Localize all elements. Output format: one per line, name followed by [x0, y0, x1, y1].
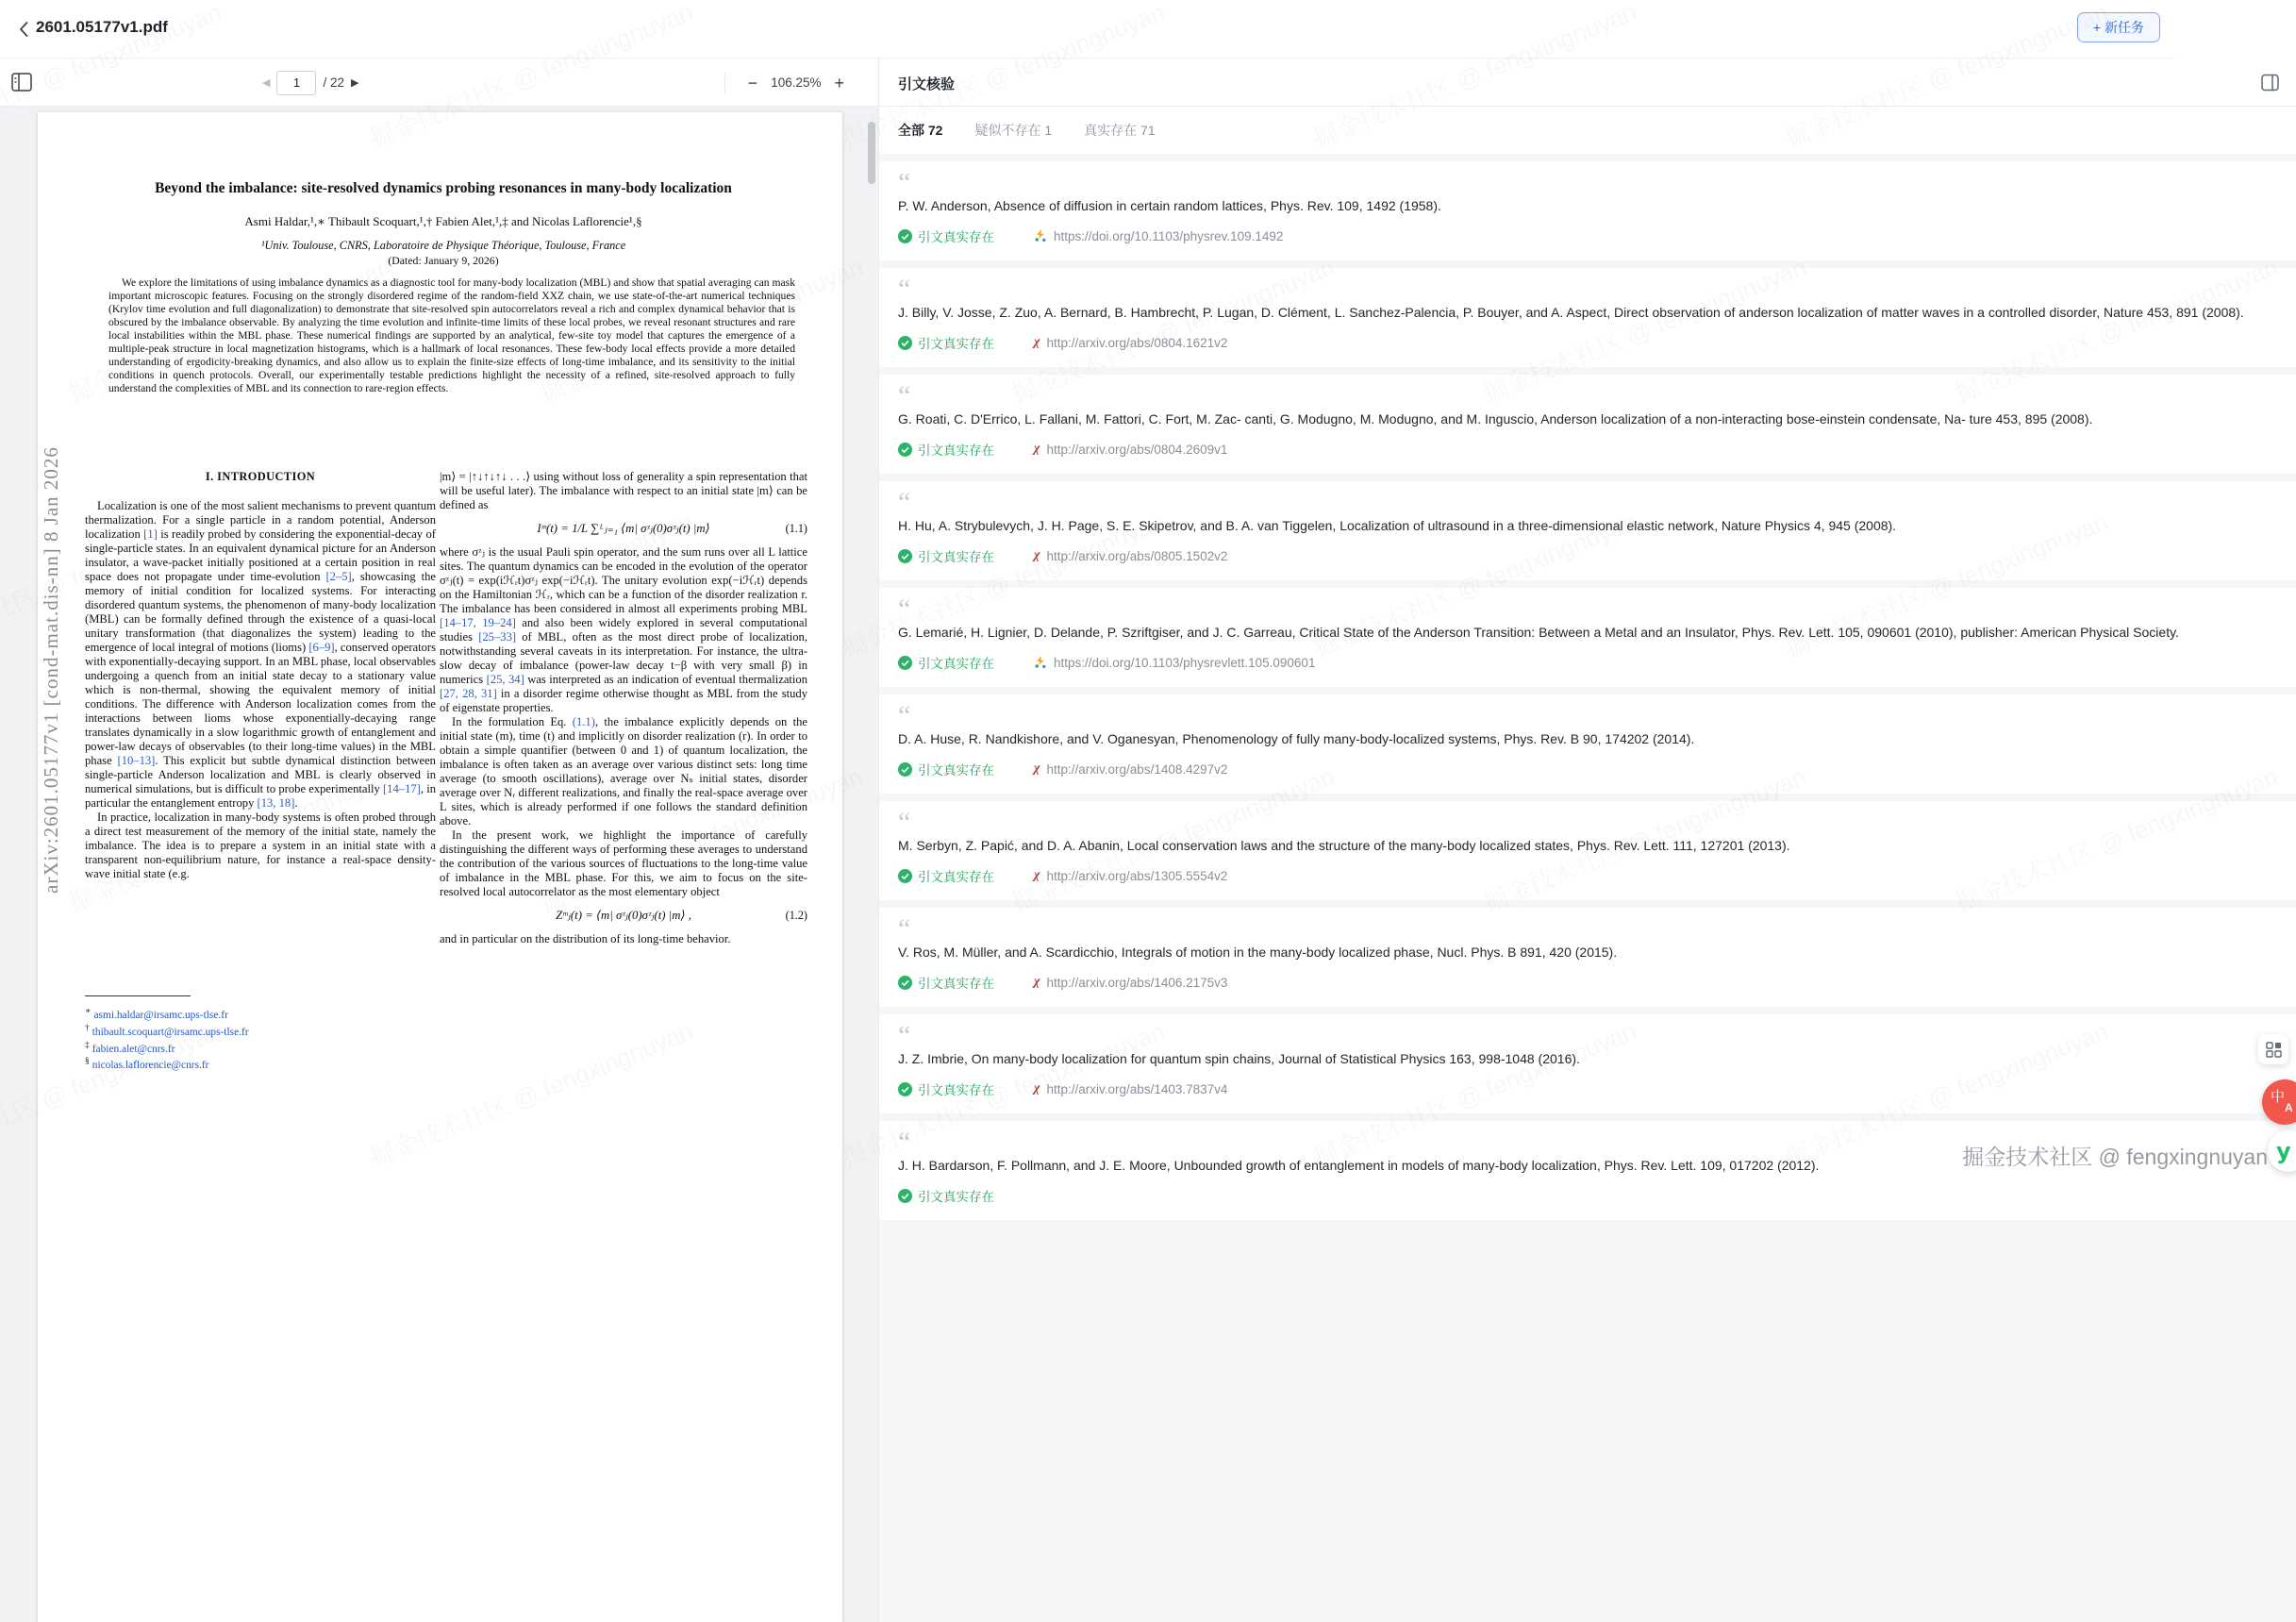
arxiv-link-icon: χ — [1034, 548, 1040, 562]
panel-layout-icon[interactable] — [2261, 74, 2279, 92]
tab-suspect-missing[interactable]: 疑似不存在 1 — [974, 123, 1053, 138]
quote-icon: “ — [898, 274, 909, 305]
quote-icon: “ — [898, 594, 909, 625]
footnote-symbol: ‡ — [85, 1040, 90, 1050]
status-group — [898, 546, 994, 565]
quote-icon: “ — [898, 1020, 909, 1051]
status-group — [898, 866, 994, 885]
translate-zh-glyph: 中 — [2271, 1089, 2286, 1105]
citation-link[interactable]: http://arxiv.org/abs/1408.4297v2 — [1046, 761, 1228, 777]
citation-link[interactable]: http://arxiv.org/abs/0804.1621v2 — [1046, 335, 1228, 350]
footnote-email[interactable] — [85, 1005, 396, 1022]
link-group — [1034, 229, 1283, 243]
paper-abstract: We explore the limitations of using imbalance dynamics as a diagnostic tool for many-body localization (MBL) and show that spatial averaging can mask important microscopic features. Focusing on the strongly disordered regime of the random-field XXZ chain, we use state-of-the-art numerical techniques (Krylov time evolution and full diagonalization) to demonstrate that site-resolved spin autocorrelators reveal a rich and complex dynamical behavior that is obscured by the imbalance observable. By analyzing the time evolution and infinite-time limits of these local probes, we reveal resonant structures and rare local instabilities within the MBL phase. These numerical findings are supported by an analytical, few-site toy model that captures the emergence of a multiple-peak structure in local magnetization histograms, which is a hallmark of local resonances. These few-body local effects provide a more detailed understanding of ergodicity-breaking dynamics, and also allow us to explain the finite-size effects of long-time imbalance, and its sensitivity to the initial conditions in quench protocols. Overall, our experimentally testable predictions highlight the necessity of a refined, site-resolved approach to fully understand the complexities of MBL and its connection to rare-region effects. — [108, 276, 795, 394]
citation-card — [879, 1121, 2296, 1220]
pdf-left-column — [85, 470, 436, 881]
footnote-block — [85, 995, 396, 1072]
link-group — [1034, 656, 1315, 670]
check-circle-icon — [898, 1082, 912, 1096]
watermark: 掘金技术社区 @ fengxingnuyan — [1962, 1145, 2268, 1169]
citation-status-row — [898, 760, 2277, 778]
doi-link-icon — [1034, 656, 1047, 669]
citation-panel — [878, 59, 2296, 1622]
quote-icon: “ — [898, 167, 909, 198]
citation-status-row — [898, 440, 2277, 459]
citation-link[interactable]: http://arxiv.org/abs/1406.2175v3 — [1046, 975, 1228, 990]
footnote-email[interactable] — [85, 1022, 396, 1039]
status-group — [898, 440, 994, 459]
citation-panel-title: 引文核验 — [898, 76, 956, 92]
citation-status-label: 引文真实存在 — [918, 870, 994, 884]
document-title: 2601.05177v1.pdf — [36, 18, 168, 36]
arxiv-link-icon: χ — [1034, 335, 1040, 349]
citation-status-row — [898, 226, 2277, 245]
card-view-floating-button[interactable] — [2258, 1034, 2288, 1064]
equation-1-2 — [440, 909, 807, 923]
citation-status-label: 引文真实存在 — [918, 1190, 994, 1204]
citation-link[interactable]: https://doi.org/10.1103/physrev.109.1492 — [1054, 228, 1284, 243]
citation-status-row — [898, 866, 2277, 885]
check-circle-icon — [898, 549, 912, 563]
doi-link-icon — [1034, 229, 1047, 242]
translate-a-glyph: A — [2285, 1101, 2293, 1114]
check-circle-icon — [898, 762, 912, 777]
citation-link[interactable]: http://arxiv.org/abs/1305.5554v2 — [1046, 868, 1228, 883]
footnote-email-text: nicolas.laflorencie@cnrs.fr — [92, 1060, 209, 1072]
citation-card — [879, 694, 2296, 794]
arxiv-link-icon: χ — [1034, 442, 1040, 456]
paper-affiliation: ¹Univ. Toulouse, CNRS, Laboratoire de Physique Théorique, Toulouse, France — [260, 239, 626, 252]
citation-status-label: 引文真实存在 — [918, 230, 994, 244]
quote-icon: “ — [898, 700, 909, 731]
link-group — [1034, 1082, 1227, 1096]
footnote-email[interactable] — [85, 1039, 396, 1056]
pdf-viewport[interactable] — [0, 107, 878, 1622]
footnote-email-text: thibault.scoquart@irsamc.ups-tlse.fr — [92, 1026, 249, 1038]
pdf-scrollbar-thumb[interactable] — [868, 122, 875, 184]
quote-icon: “ — [898, 913, 909, 945]
paragraph: Localization is one of the most salient mechanisms to prevent quantum thermalization. For a single particle in a random potential, Anderson localization [1] is readily probed by considering the exponential-decay of single-particle states. In an equivalent dynamical picture for an Anderson insulator, a wave-packet initially positioned at a certain position in real space does not propagate under time-evolution [2–5], showcasing the memory of initial condition for localized systems. For interacting disordered quantum systems, the phenomenon of many-body localization (MBL) can be formally defined through the existence of a quasi-local unitary transformation (that diagonalizes the system) leading to the emergence of local integral of motions (lioms) [6–9], conserved operators with exponentially-decaying support. In an MBL phase, local observables undergoing a quench from an initial state decay to a stationary value which is non-thermal, showing the equivalent memory of initial conditions. The difference with Anderson localization comes from the interactions between lioms whose exponentially-decaying range translates dynamically in a slow logarithmic growth of entanglement and power-law decays of observables (to their long-time values) in the MBL phase [10–13]. This explicit but subtle dynamical distinction between single-particle Anderson localization and MBL is clearly observed in numerical simulations, but is difficult to probe experimentally [14–17], in particular the entanglement entropy [13, 18]. — [85, 499, 436, 810]
pdf-viewer-pane — [0, 59, 878, 1622]
zoom-out-button[interactable]: − — [747, 73, 758, 92]
link-group — [1034, 976, 1227, 990]
status-group — [898, 760, 994, 778]
footnote-email-text: fabien.alet@cnrs.fr — [92, 1043, 175, 1055]
new-task-button[interactable]: + 新任务 — [2077, 12, 2160, 42]
citation-text: G. Lemarié, H. Lignier, D. Delande, P. Szriftgiser, and J. C. Garreau, Critical State of the Anderson Transition: Between a Metal and an Insulator, Phys. Rev. Lett. 105, 090601 (2010), publisher: American Physical Society. — [898, 625, 2179, 640]
citation-link[interactable]: http://arxiv.org/abs/0805.1502v2 — [1046, 548, 1228, 563]
check-circle-icon — [898, 869, 912, 883]
equation-label: (1.2) — [785, 909, 807, 922]
paragraph: and in particular on the distribution of its long-time behavior. — [440, 932, 731, 945]
link-group — [1034, 869, 1227, 883]
status-group — [898, 1186, 994, 1205]
check-circle-icon — [898, 1189, 912, 1203]
citation-status-label: 引文真实存在 — [918, 977, 994, 991]
previous-page-button[interactable]: ◀ — [262, 77, 271, 89]
citation-status-row — [898, 1186, 2277, 1205]
arxiv-link-icon: χ — [1034, 868, 1040, 882]
pdf-toolbar — [0, 59, 878, 107]
citation-status-label: 引文真实存在 — [918, 550, 994, 564]
citation-status-row — [898, 1079, 2277, 1098]
back-button[interactable] — [9, 15, 38, 43]
citation-text: D. A. Huse, R. Nandkishore, and V. Oganesyan, Phenomenology of fully many-body-localized systems, Phys. Rev. B 90, 174202 (2014). — [898, 731, 1695, 746]
page-number-input[interactable] — [276, 71, 316, 95]
citation-status-label: 引文真实存在 — [918, 763, 994, 778]
page-navigation — [262, 59, 358, 107]
tab-all[interactable]: 全部 72 — [898, 123, 943, 138]
citation-text: M. Serbyn, Z. Papić, and D. A. Abanin, Local conservation laws and the structure of the many-body localized states, Phys. Rev. Lett. 111, 127201 (2013). — [898, 838, 1790, 853]
citation-panel-header — [879, 59, 2296, 107]
citation-status-row — [898, 333, 2277, 352]
citation-text: J. Z. Imbrie, On many-body localization for quantum spin chains, Journal of Statistical Physics 163, 998-1048 (2016). — [898, 1051, 1580, 1066]
status-group — [898, 333, 994, 352]
arxiv-link-icon: χ — [1034, 761, 1040, 776]
equation-body: Zᵐⱼ(t) = ⟨m| σᶻⱼ(0)σᶻⱼ(t) |m⟩ , — [556, 909, 691, 922]
footnote-rule — [85, 995, 191, 996]
arxiv-link-icon: χ — [1034, 1081, 1040, 1095]
quote-icon: “ — [898, 807, 909, 838]
paragraph: In the present work, we highlight the importance of carefully distinguishing the different ways of performing these averages to understand the contribution of the various sources of fluctuations to the long-time value of imbalance in the MBL phase. For this, we aim to focus on the site-resolved local autocorrelator as the most elementary object — [440, 828, 807, 898]
topbar — [0, 0, 2175, 59]
pdf-page — [38, 112, 842, 1622]
status-group — [898, 1079, 994, 1098]
footnote-symbol: † — [85, 1023, 90, 1033]
quote-icon: “ — [898, 380, 909, 411]
link-group — [1034, 443, 1227, 457]
arxiv-margin-label: arXiv:2601.05177v1 [cond-mat.dis-nn] 8 Jan 2026 — [40, 446, 62, 894]
paragraph: In practice, localization in many-body systems is often probed through a direct test measurement of the memory of the initial state, namely the imbalance. The idea is to prepare a system in an initial state with a transparent non-equilibrium nature, for instance a real-space density-wave initial state (e.g. — [85, 811, 436, 880]
citation-status-row — [898, 973, 2277, 992]
citation-text: G. Roati, C. D'Errico, L. Fallani, M. Fattori, C. Fort, M. Zac- canti, G. Modugno, M. Modugno, and M. Inguscio, Anderson localization of a non-interacting bose-einstein condensate, Na- ture 453, 895 (2008). — [898, 411, 2093, 426]
status-group — [898, 653, 994, 672]
citation-card — [879, 588, 2296, 687]
status-group — [898, 973, 994, 992]
zoom-level-label: 106.25% — [771, 75, 822, 90]
citation-text: P. W. Anderson, Absence of diffusion in certain random lattices, Phys. Rev. 109, 1492 (1958). — [898, 198, 1441, 213]
status-group — [898, 226, 994, 245]
citation-tabs — [879, 107, 2296, 154]
citation-card — [879, 375, 2296, 474]
citation-status-label: 引文真实存在 — [918, 443, 994, 458]
citation-link[interactable]: https://doi.org/10.1103/physrevlett.105.090601 — [1054, 655, 1316, 670]
paragraph: where σᶻⱼ is the usual Pauli spin operator, and the sum runs over all L lattice sites. The quantum dynamics can be encoded in the evolution of the operator σᶻⱼ(t) = exp(iℋᵣt)σᶻⱼ exp(−iℋᵣt). The unitary evolution exp(−iℋᵣt) depends on the Hamiltonian ℋᵣ, which can be a function of the disorder realization r. The imbalance has been considered in almost all experiments probing MBL [14–17, 19–24] and also been widely explored in several computational studies [25–33] of MBL, often as the most direct probe of localization, notwithstanding several caveats in its interpretation. For instance, the ultra-slow decay of imbalance (power-law decay t−β with very small β) in numerics [25, 34] was interpreted as an indication of eventual thermalization [27, 28, 31] in a disorder regime otherwise thought as MBL from the study of eigenstate properties. — [440, 545, 808, 714]
next-page-button[interactable]: ▶ — [351, 77, 359, 89]
citation-status-label: 引文真实存在 — [918, 657, 994, 671]
link-group — [1034, 336, 1227, 350]
paper-date: (Dated: January 9, 2026) — [388, 254, 499, 267]
check-circle-icon — [898, 229, 912, 243]
section-heading: I. INTRODUCTION — [205, 470, 316, 483]
check-circle-icon — [898, 976, 912, 990]
footnote-email[interactable] — [85, 1055, 396, 1072]
footnote-email-text: asmi.haldar@irsamc.ups-tlse.fr — [93, 1009, 228, 1021]
paper-authors: Asmi Haldar,¹,∗ Thibault Scoquart,¹,† Fabien Alet,¹,‡ and Nicolas Laflorencie¹,§ — [244, 214, 642, 228]
back-chevron-icon — [19, 21, 29, 38]
page-total-label: / 22 — [323, 75, 344, 90]
citation-status-label: 引文真实存在 — [918, 1083, 994, 1097]
citation-text: V. Ros, M. Müller, and A. Scardicchio, Integrals of motion in the many-body localized phase, Nucl. Phys. B 891, 420 (2015). — [898, 945, 1618, 960]
citation-list[interactable] — [879, 154, 2296, 1622]
citation-card — [879, 801, 2296, 900]
arxiv-link-icon: χ — [1034, 975, 1040, 989]
zoom-controls — [724, 59, 844, 107]
citation-text: J. H. Bardarson, F. Pollmann, and J. E. Moore, Unbounded growth of entanglement in models of many-body localization, Phys. Rev. Lett. 109, 017202 (2012). — [898, 1158, 1820, 1173]
link-group — [1034, 762, 1227, 777]
paper-title: Beyond the imbalance: site-resolved dynamics probing resonances in many-body localization — [155, 180, 732, 196]
quote-icon: “ — [898, 1127, 909, 1158]
paragraph: In the formulation Eq. (1.1), the imbalance explicitly depends on the initial state (m), time (t) and implicitly on disorder realization (r). In order to obtain a simple quantifier (between 0 and 1) of quantum localization, the imbalance is often taken as an average over various distinct sets: long time average (to smooth oscillations), average over Nₛ initial states, disorder average over Nᵣ different realizations, and finally the real-space average over L sites, which is already performed if one follows the standard definition above. — [440, 715, 807, 828]
footnote-symbol: § — [85, 1057, 90, 1067]
quote-icon: “ — [898, 487, 909, 518]
citation-link[interactable]: http://arxiv.org/abs/0804.2609v1 — [1046, 442, 1228, 457]
citation-card — [879, 161, 2296, 260]
check-circle-icon — [898, 443, 912, 457]
citation-text: J. Billy, V. Josse, Z. Zuo, A. Bernard, B. Hambrecht, P. Lugan, D. Clément, L. Sanchez-Palencia, P. Bouyer, and A. Aspect, Direct observation of anderson localization of matter waves in a controlled disorder, Nature 453, 891 (2008). — [898, 305, 2244, 320]
equation-1-1 — [440, 522, 807, 536]
thumbnail-panel-toggle-icon[interactable] — [11, 73, 32, 92]
assistant-logo: y — [2276, 1138, 2291, 1164]
tab-verified[interactable]: 真实存在 71 — [1084, 123, 1156, 138]
check-circle-icon — [898, 656, 912, 670]
citation-link[interactable]: http://arxiv.org/abs/1403.7837v4 — [1046, 1081, 1228, 1096]
equation-body: Iᵐ(t) = 1/L ∑ᴸⱼ₌₁ ⟨m| σᶻⱼ(0)σᶻⱼ(t) |m⟩ — [537, 522, 710, 535]
citation-card — [879, 481, 2296, 580]
pdf-right-column — [440, 470, 807, 946]
citation-card — [879, 1014, 2296, 1113]
toolbar-divider — [724, 73, 725, 93]
link-group — [1034, 549, 1227, 563]
check-circle-icon — [898, 336, 912, 350]
paragraph: |m⟩ = |↑↓↑↓↑↓ . . .⟩ using without loss of generality a spin representation that will be useful later). The imbalance with respect to an initial state |m⟩ can be defined as — [440, 470, 807, 511]
equation-label: (1.1) — [785, 522, 807, 535]
citation-text: H. Hu, A. Strybulevych, J. H. Page, S. E. Skipetrov, and B. A. van Tiggelen, Localization of ultrasound in a three-dimensional elastic network, Nature Physics 4, 945 (2008). — [898, 518, 1897, 533]
citation-status-row — [898, 653, 2277, 672]
citation-card — [879, 908, 2296, 1007]
footnote-symbol: ∗ — [85, 1007, 92, 1016]
card-view-icon — [2266, 1042, 2282, 1058]
citation-status-row — [898, 546, 2277, 565]
citation-card — [879, 268, 2296, 367]
citation-status-label: 引文真实存在 — [918, 337, 994, 351]
zoom-in-button[interactable]: + — [834, 73, 844, 92]
